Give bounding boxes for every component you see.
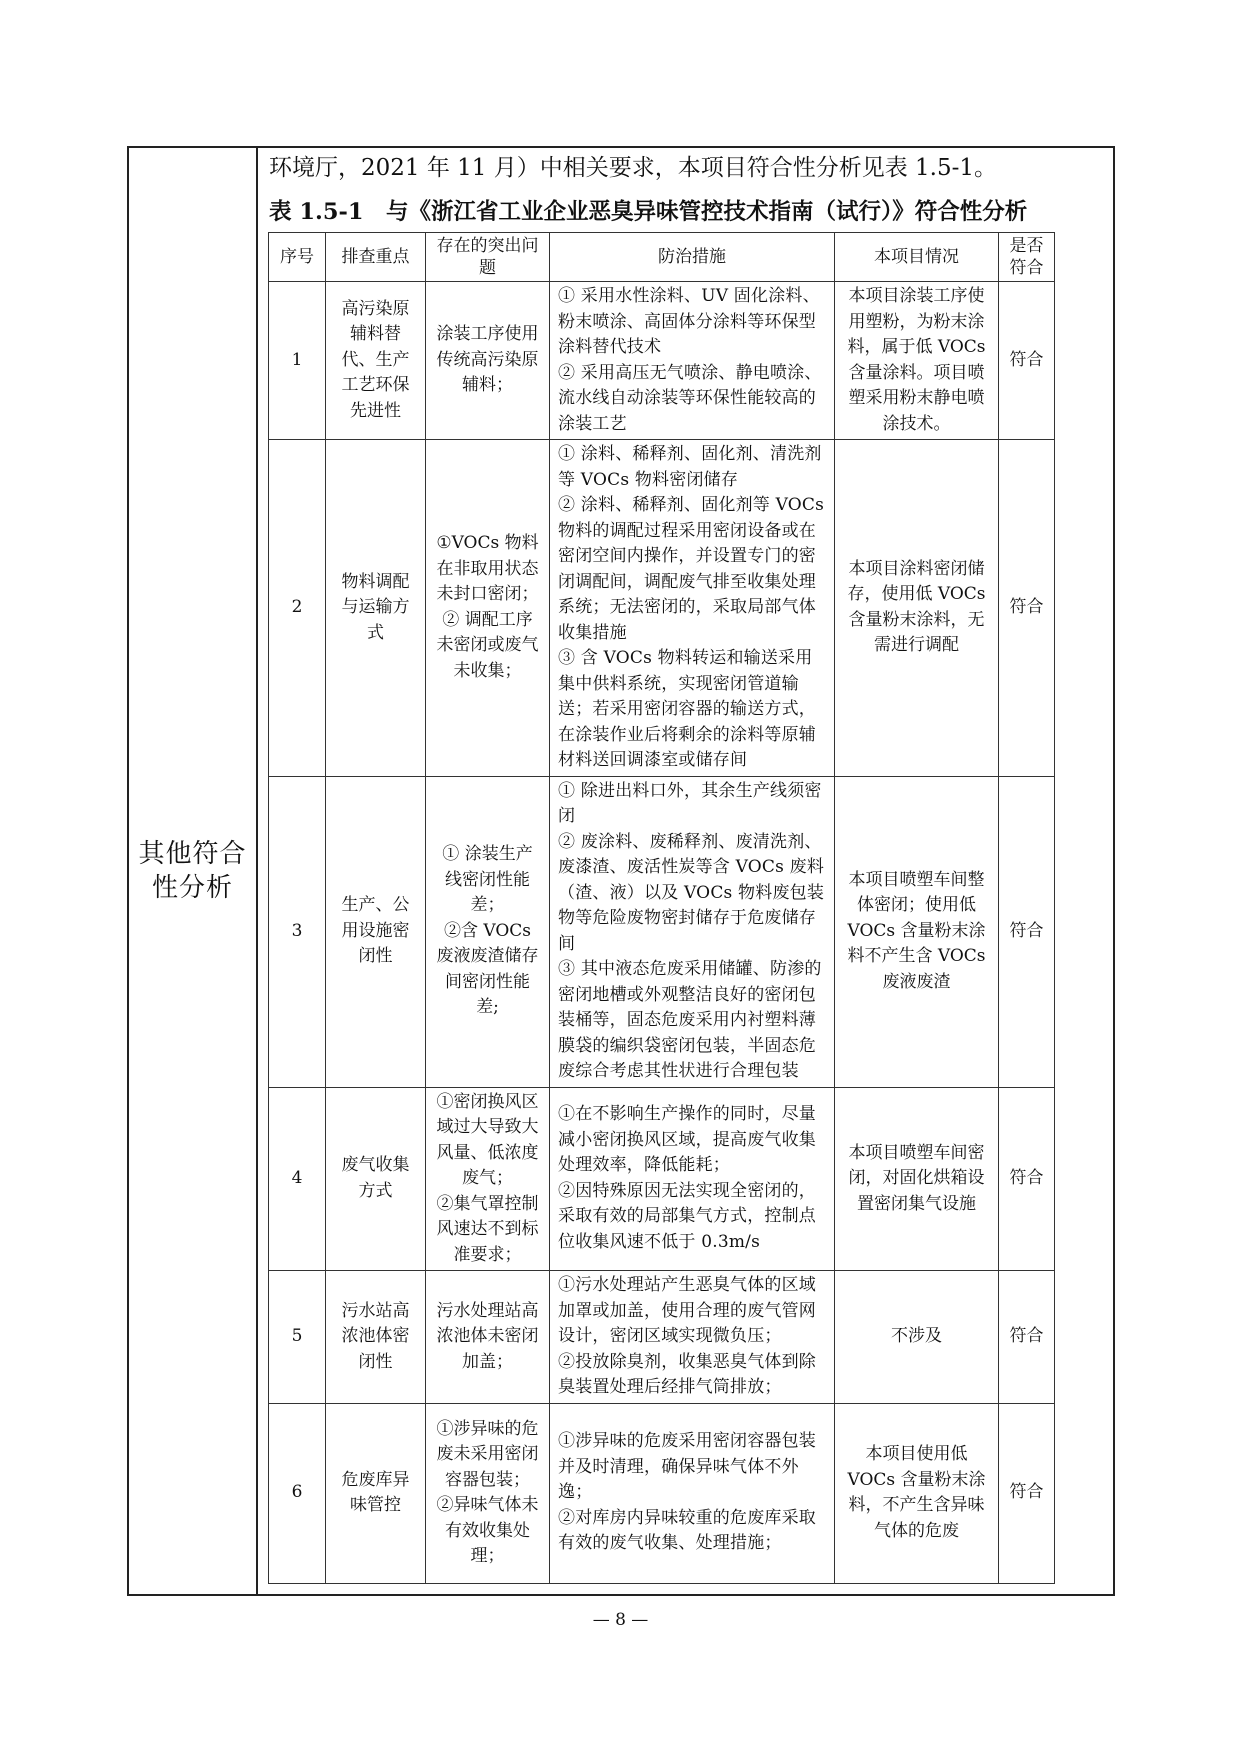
table-row bbox=[269, 282, 1055, 440]
header-measures: 防治措施 bbox=[550, 233, 835, 282]
row-no: 2 bbox=[269, 440, 326, 777]
intro-text: 环境厅，2021 年 11 月）中相关要求，本项目符合性分析见表 1.5-1。 bbox=[269, 155, 998, 181]
row-status: 本项目喷塑车间整体密闭；使用低 VOCs 含量粉末涂料不产生含 VOCs 废液废渣 bbox=[835, 776, 999, 1087]
section-label-cell bbox=[129, 148, 258, 1594]
row-measures: ① 涂料、稀释剂、固化剂、清洗剂等 VOCs 物料密闭储存 ② 涂料、稀释剂、固化剂等 VOCs 物料的调配过程采用密闭设备或在密闭空间内操作，并设置专门的密闭调配间，调配废气排至收集处理系统；无法密闭的，采取局部气体收集措施 ③ 含 VOCs 物料转运和输送采用集中供料系统，实现密闭管道输送；若采用密闭容器的输送方式，在涂装作业后将剩余的涂料等原辅材料送回调漆室或储存间 bbox=[550, 440, 835, 777]
row-status: 本项目涂装工序使用塑粉，为粉末涂料，属于低 VOCs 含量涂料。项目喷塑采用粉末静电喷涂技术。 bbox=[835, 282, 999, 440]
row-problem: 污水处理站高浓池体未密闭加盖； bbox=[426, 1271, 550, 1404]
row-no: 6 bbox=[269, 1403, 326, 1583]
page-frame bbox=[127, 146, 1115, 1596]
row-status: 本项目喷塑车间密闭，对固化烘箱设置密闭集气设施 bbox=[835, 1087, 999, 1271]
row-problem: ①VOCs 物料在非取用状态未封口密闭； ② 调配工序未密闭或废气未收集； bbox=[426, 440, 550, 777]
row-no: 1 bbox=[269, 282, 326, 440]
row-compliant: 符合 bbox=[999, 440, 1055, 777]
row-focus: 污水站高浓池体密闭性 bbox=[326, 1271, 426, 1404]
row-compliant: 符合 bbox=[999, 1087, 1055, 1271]
row-status: 本项目涂料密闭储存，使用低 VOCs 含量粉末涂料，无需进行调配 bbox=[835, 440, 999, 777]
row-compliant: 符合 bbox=[999, 1403, 1055, 1583]
row-no: 3 bbox=[269, 776, 326, 1087]
table-row bbox=[269, 776, 1055, 1087]
row-measures: ①在不影响生产操作的同时，尽量减小密闭换风区域，提高废气收集处理效率，降低能耗； ②因特殊原因无法实现全密闭的，采取有效的局部集气方式，控制点位收集风速不低于 0.3m/s bbox=[550, 1087, 835, 1271]
table-row bbox=[269, 1087, 1055, 1271]
row-compliant: 符合 bbox=[999, 776, 1055, 1087]
row-focus: 高污染原辅料替代、生产工艺环保先进性 bbox=[326, 282, 426, 440]
header-status: 本项目情况 bbox=[835, 233, 999, 282]
row-measures: ① 除进出料口外，其余生产线须密闭 ② 废涂料、废稀释剂、废清洗剂、废漆渣、废活性炭等含 VOCs 废料（渣、液）以及 VOCs 物料废包装物等危险废物密封储存于危废储存间 ③ 其中液态危废采用储罐、防渗的密闭地槽或外观整洁良好的密闭包装桶等，固态危废采用内衬塑料薄膜袋的编织袋密闭包装，半固态危废综合考虑其性状进行合理包装 bbox=[550, 776, 835, 1087]
section-label: 其他符合性分析 bbox=[138, 839, 247, 903]
row-measures: ① 采用水性涂料、UV 固化涂料、粉末喷涂、高固体分涂料等环保型涂料替代技术 ② 采用高压无气喷涂、静电喷涂、流水线自动涂装等环保性能较高的涂装工艺 bbox=[550, 282, 835, 440]
row-no: 4 bbox=[269, 1087, 326, 1271]
compliance-table bbox=[268, 232, 1055, 1584]
row-problem: ① 涂装生产线密闭性能差； ②含 VOCs 废液废渣储存间密闭性能差; bbox=[426, 776, 550, 1087]
row-focus: 物料调配与运输方式 bbox=[326, 440, 426, 777]
header-problem: 存在的突出问题 bbox=[426, 233, 550, 282]
table-row bbox=[269, 1403, 1055, 1583]
row-focus: 废气收集方式 bbox=[326, 1087, 426, 1271]
row-focus: 危废库异味管控 bbox=[326, 1403, 426, 1583]
row-focus: 生产、公用设施密闭性 bbox=[326, 776, 426, 1087]
row-problem: ①密闭换风区域过大导致大风量、低浓度废气； ②集气罩控制风速达不到标准要求； bbox=[426, 1087, 550, 1271]
row-problem: 涂装工序使用传统高污染原辅料； bbox=[426, 282, 550, 440]
header-no: 序号 bbox=[269, 233, 326, 282]
row-status: 不涉及 bbox=[835, 1271, 999, 1404]
table-row bbox=[269, 440, 1055, 777]
page-number: — 8 — bbox=[592, 1610, 649, 1630]
row-measures: ①涉异味的危废采用密闭容器包装并及时清理，确保异味气体不外逸； ②对库房内异味较重的危废库采取有效的废气收集、处理措施； bbox=[550, 1403, 835, 1583]
table-row bbox=[269, 1271, 1055, 1404]
table-caption: 表 1.5-1 与《浙江省工业企业恶臭异味管控技术指南（试行）》符合性分析 bbox=[269, 199, 1028, 225]
row-measures: ①污水处理站产生恶臭气体的区域加罩或加盖，使用合理的废气管网设计，密闭区域实现微负压； ②投放除臭剂，收集恶臭气体到除臭装置处理后经排气筒排放； bbox=[550, 1271, 835, 1404]
table-header-row bbox=[269, 233, 1055, 282]
row-status: 本项目使用低 VOCs 含量粉末涂料，不产生含异味气体的危废 bbox=[835, 1403, 999, 1583]
header-compliant: 是否符合 bbox=[999, 233, 1055, 282]
row-compliant: 符合 bbox=[999, 282, 1055, 440]
header-focus: 排查重点 bbox=[326, 233, 426, 282]
row-compliant: 符合 bbox=[999, 1271, 1055, 1404]
row-problem: ①涉异味的危废未采用密闭容器包装； ②异味气体未有效收集处理； bbox=[426, 1403, 550, 1583]
row-no: 5 bbox=[269, 1271, 326, 1404]
